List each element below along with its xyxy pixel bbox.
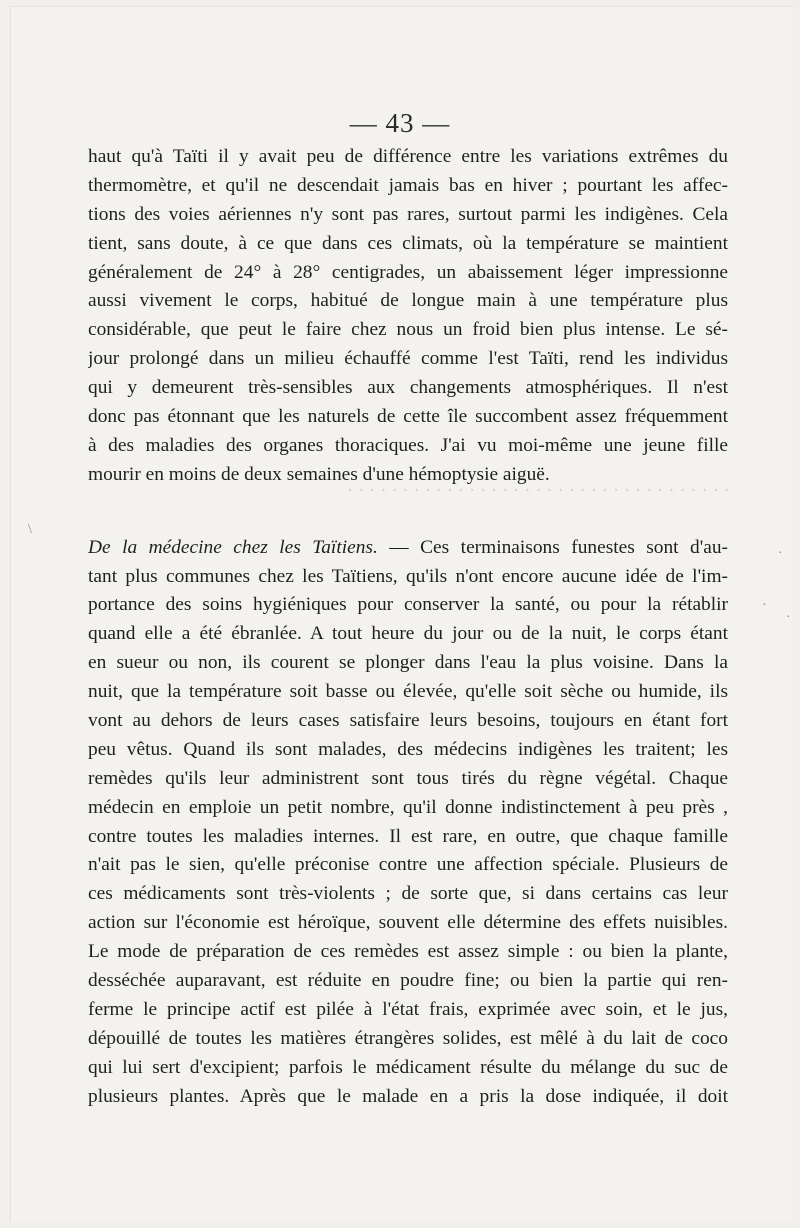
text-line: jour prolongé dans un milieu échauffé comme l'est Taïti, rend les individus [88,348,728,370]
text-line: tions des voies aériennes n'y sont pas rares, surtout parmi les indigènes. Cela [88,203,728,225]
text-line: aussi vivement le corps, habitué de longue main à une température plus [88,290,728,312]
heading-line-text: — Ces terminaisons funestes sont d'au- [377,536,728,558]
paragraph-tahitian-medicine [88,534,728,1112]
text-line: vont au dehors de leurs cases satisfaire leurs besoins, toujours en étant fort [88,710,728,732]
text-line: généralement de 24° à 28° centigrades, un abaissement léger impressionne [88,261,728,283]
text-line: desséchée auparavant, est réduite en poudre fine; ou bien la partie qui ren- [88,970,728,992]
text-line: médecin en emploie un petit nombre, qu'il donne indistinctement à peu près , [88,796,728,818]
text-line: contre toutes les maladies internes. Il est rare, en outre, que chaque famille [88,825,728,847]
text-line: portance des soins hygiéniques pour conserver la santé, ou pour la rétablir [88,594,728,616]
paragraph-thoracic-diseases [88,143,728,490]
text-line: mourir en moins de deux semaines d'une hémoptysie aiguë. [88,463,550,485]
scan-speck: · [762,598,767,613]
text-line: donc pas étonnant que les naturels de cette île succombent assez fréquemment [88,406,728,428]
text-line: remèdes qu'ils leur administrent sont tous tirés du règne végétal. Chaque [88,767,728,789]
scan-speck: \ [28,522,32,537]
text-line [88,534,728,563]
text-line: qui lui sert d'excipient; parfois le médicament résulte du mélange du suc de [88,1056,728,1078]
text-line: tant plus communes chez les Taïtiens, qu'ils n'ont encore aucune idée de l'im- [88,565,728,587]
text-line: quand elle a été ébranlée. A tout heure du jour ou de la nuit, le corps étant [88,623,728,645]
text-line: plusieurs plantes. Après que le malade en a pris la dose indiquée, il doit [88,1085,728,1107]
section-heading: De la médecine chez les Taïtiens. [88,536,378,558]
text-line: Le mode de préparation de ces remèdes est assez simple : ou bien la plante, [88,941,728,963]
text-line: ces médicaments sont très-violents ; de sorte que, si dans certains cas leur [88,883,728,905]
text-line: haut qu'à Taïti il y avait peu de différence entre les variations extrêmes du [88,146,728,167]
text-line: nuit, que la température soit basse ou élevée, qu'elle soit sèche ou humide, ils [88,681,728,703]
scan-speck: · [786,610,791,625]
text-line: tient, sans doute, à ce que dans ces climats, où la température se maintient [88,232,728,254]
scan-speck: · [778,546,783,561]
text-line: dépouillé de toutes les matières étrangères solides, est mêlé à du lait de coco [88,1027,728,1049]
page-number: — 43 — [349,108,451,138]
text-line: peu vêtus. Quand ils sont malades, des médecins indigènes les traitent; les [88,738,728,760]
text-line: qui y demeurent très-sensibles aux changements atmosphériques. Il n'est [88,377,728,399]
text-line: en sueur ou non, ils courent se plonger dans l'eau la plus voisine. Dans la [88,652,728,674]
text-line: considérable, que peut le faire chez nous un froid bien plus intense. Le sé- [88,319,728,341]
text-line: thermomètre, et qu'il ne descendait jamais bas en hiver ; pourtant les affec- [88,174,728,196]
text-line: n'ait pas le sien, qu'elle préconise contre une affection spéciale. Plusieurs de [88,854,728,876]
page-body [88,143,728,1112]
show-through-text: · · · · · · · · · · · · · · · · · · · · · · · · · · · · · · · · · · · [347,480,730,501]
text-line: à des maladies des organes thoraciques. J'ai vu moi-même une jeune fille [88,434,728,456]
paragraph-spacing [88,490,728,534]
text-line: action sur l'économie est héroïque, souvent elle détermine des effets nuisibles. [88,912,728,934]
text-line: ferme le principe actif est pilée à l'état frais, exprimée avec soin, et le jus, [88,998,728,1020]
